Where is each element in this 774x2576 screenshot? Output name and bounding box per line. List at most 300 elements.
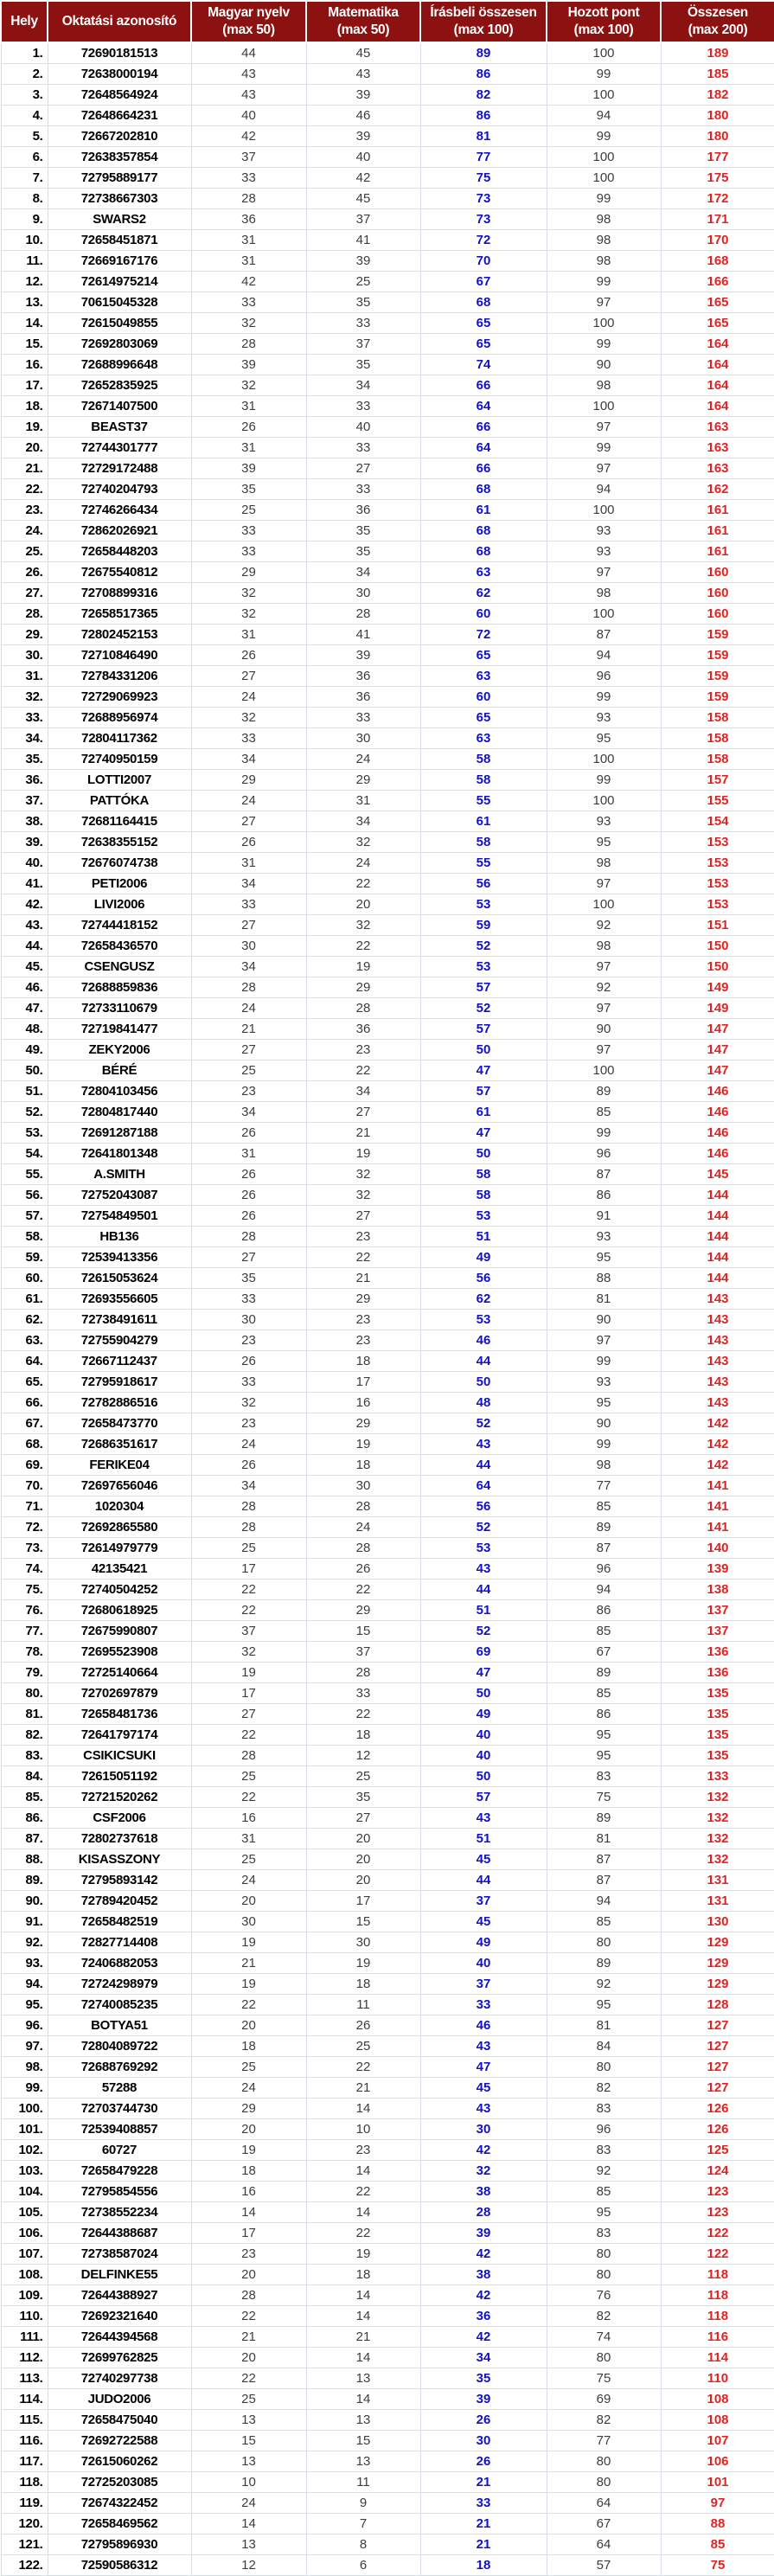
table-row [1, 1433, 774, 1454]
hozott-score-cell: 97 [547, 1330, 661, 1350]
hozott-score-cell: 82 [547, 2409, 661, 2430]
magyar-score-cell: 22 [191, 1994, 306, 2015]
rank-cell: 27. [1, 582, 48, 603]
irasbeli-total-cell: 86 [420, 105, 547, 125]
total-score-cell: 160 [661, 603, 774, 624]
irasbeli-total-cell: 43 [420, 2035, 547, 2056]
irasbeli-total-cell: 53 [420, 1309, 547, 1330]
table-row [1, 1807, 774, 1828]
irasbeli-total-cell: 51 [420, 1828, 547, 1849]
student-id-cell: 72692865580 [48, 1516, 191, 1537]
hozott-score-cell: 80 [547, 2347, 661, 2368]
rank-cell: 24. [1, 520, 48, 541]
total-score-cell: 124 [661, 2160, 774, 2181]
column-subtitle: (max 200) [688, 22, 748, 37]
total-score-cell: 131 [661, 1869, 774, 1890]
student-id-cell: 57288 [48, 2077, 191, 2098]
matek-score-cell: 33 [306, 312, 420, 333]
magyar-score-cell: 31 [191, 250, 306, 271]
magyar-score-cell: 32 [191, 375, 306, 395]
magyar-score-cell: 31 [191, 1828, 306, 1849]
student-id-cell: 72658482519 [48, 1911, 191, 1932]
total-score-cell: 160 [661, 582, 774, 603]
table-row [1, 2513, 774, 2534]
magyar-score-cell: 28 [191, 1226, 306, 1246]
student-id-cell: 72804089722 [48, 2035, 191, 2056]
table-row [1, 2451, 774, 2471]
rank-cell: 61. [1, 1288, 48, 1309]
matek-score-cell: 37 [306, 333, 420, 354]
student-id-cell: 72802737618 [48, 1828, 191, 1849]
rank-cell: 117. [1, 2451, 48, 2471]
matek-score-cell: 19 [306, 1143, 420, 1163]
rank-cell: 94. [1, 1973, 48, 1994]
hozott-score-cell: 93 [547, 1371, 661, 1392]
matek-score-cell: 27 [306, 1807, 420, 1828]
table-row [1, 2534, 774, 2554]
student-id-cell: A.SMITH [48, 1163, 191, 1184]
student-id-cell: 72740204793 [48, 478, 191, 499]
table-row [1, 1018, 774, 1039]
hozott-score-cell: 97 [547, 458, 661, 478]
rank-cell: 40. [1, 852, 48, 873]
hozott-score-cell: 93 [547, 707, 661, 727]
total-score-cell: 163 [661, 458, 774, 478]
rank-cell: 64. [1, 1350, 48, 1371]
irasbeli-total-cell: 64 [420, 395, 547, 416]
student-id-cell: 72721520262 [48, 1786, 191, 1807]
student-id-cell: DELFINKE55 [48, 2264, 191, 2284]
irasbeli-total-cell: 56 [420, 873, 547, 894]
rank-cell: 15. [1, 333, 48, 354]
hozott-score-cell: 99 [547, 769, 661, 790]
table-row [1, 2388, 774, 2409]
rank-cell: 50. [1, 1060, 48, 1080]
hozott-score-cell: 91 [547, 1205, 661, 1226]
table-row [1, 665, 774, 686]
rank-cell: 22. [1, 478, 48, 499]
irasbeli-total-cell: 53 [420, 956, 547, 977]
hozott-score-cell: 87 [547, 1537, 661, 1558]
magyar-score-cell: 25 [191, 499, 306, 520]
matek-score-cell: 40 [306, 146, 420, 167]
matek-score-cell: 28 [306, 1537, 420, 1558]
hozott-score-cell: 75 [547, 1786, 661, 1807]
magyar-score-cell: 13 [191, 2534, 306, 2554]
hozott-score-cell: 88 [547, 1267, 661, 1288]
hozott-score-cell: 97 [547, 561, 661, 582]
rank-cell: 103. [1, 2160, 48, 2181]
student-id-cell: 72674322452 [48, 2492, 191, 2513]
rank-cell: 1. [1, 42, 48, 63]
column-subtitle: (max 50) [336, 22, 390, 37]
irasbeli-total-cell: 45 [420, 1849, 547, 1869]
matek-score-cell: 14 [306, 2098, 420, 2118]
table-row [1, 416, 774, 437]
magyar-score-cell: 25 [191, 2388, 306, 2409]
rank-cell: 90. [1, 1890, 48, 1911]
hozott-score-cell: 100 [547, 312, 661, 333]
student-id-cell: 72740297738 [48, 2368, 191, 2388]
matek-score-cell: 14 [306, 2201, 420, 2222]
irasbeli-total-cell: 64 [420, 1475, 547, 1496]
total-score-cell: 189 [661, 42, 774, 63]
hozott-score-cell: 99 [547, 188, 661, 208]
matek-score-cell: 22 [306, 1246, 420, 1267]
total-score-cell: 129 [661, 1932, 774, 1952]
rank-cell: 110. [1, 2305, 48, 2326]
magyar-score-cell: 28 [191, 333, 306, 354]
irasbeli-total-cell: 45 [420, 2077, 547, 2098]
total-score-cell: 118 [661, 2284, 774, 2305]
matek-score-cell: 35 [306, 292, 420, 312]
student-id-cell: 72658481736 [48, 1703, 191, 1724]
total-score-cell: 133 [661, 1765, 774, 1786]
magyar-score-cell: 18 [191, 2035, 306, 2056]
matek-score-cell: 28 [306, 1496, 420, 1516]
table-row [1, 2409, 774, 2430]
matek-score-cell: 27 [306, 1101, 420, 1122]
irasbeli-total-cell: 43 [420, 2098, 547, 2118]
total-score-cell: 116 [661, 2326, 774, 2347]
matek-score-cell: 25 [306, 2035, 420, 2056]
table-row [1, 582, 774, 603]
hozott-score-cell: 57 [547, 2554, 661, 2575]
student-id-cell: LOTTI2007 [48, 769, 191, 790]
irasbeli-total-cell: 60 [420, 686, 547, 707]
total-score-cell: 107 [661, 2430, 774, 2451]
irasbeli-total-cell: 56 [420, 1267, 547, 1288]
total-score-cell: 180 [661, 125, 774, 146]
rank-cell: 81. [1, 1703, 48, 1724]
table-row [1, 1371, 774, 1392]
irasbeli-total-cell: 40 [420, 1745, 547, 1765]
student-id-cell: LIVI2006 [48, 894, 191, 914]
magyar-score-cell: 33 [191, 520, 306, 541]
rank-cell: 14. [1, 312, 48, 333]
irasbeli-total-cell: 57 [420, 1018, 547, 1039]
table-row [1, 1246, 774, 1267]
total-score-cell: 159 [661, 665, 774, 686]
matek-score-cell: 14 [306, 2388, 420, 2409]
rank-cell: 93. [1, 1952, 48, 1973]
matek-score-cell: 23 [306, 1309, 420, 1330]
matek-score-cell: 25 [306, 1765, 420, 1786]
student-id-cell: 72688859836 [48, 977, 191, 997]
matek-score-cell: 45 [306, 42, 420, 63]
magyar-score-cell: 33 [191, 541, 306, 561]
matek-score-cell: 33 [306, 395, 420, 416]
matek-score-cell: 32 [306, 831, 420, 852]
hozott-score-cell: 89 [547, 1952, 661, 1973]
irasbeli-total-cell: 65 [420, 333, 547, 354]
matek-score-cell: 27 [306, 458, 420, 478]
table-row [1, 2118, 774, 2139]
table-row [1, 686, 774, 707]
hozott-score-cell: 80 [547, 2451, 661, 2471]
magyar-score-cell: 24 [191, 2492, 306, 2513]
total-score-cell: 144 [661, 1246, 774, 1267]
total-score-cell: 108 [661, 2409, 774, 2430]
matek-score-cell: 23 [306, 1226, 420, 1246]
matek-score-cell: 33 [306, 1682, 420, 1703]
matek-score-cell: 15 [306, 2430, 420, 2451]
total-score-cell: 143 [661, 1350, 774, 1371]
total-score-cell: 127 [661, 2056, 774, 2077]
irasbeli-total-cell: 52 [420, 1413, 547, 1433]
rank-cell: 114. [1, 2388, 48, 2409]
matek-score-cell: 22 [306, 873, 420, 894]
table-row [1, 1122, 774, 1143]
magyar-score-cell: 26 [191, 1205, 306, 1226]
matek-score-cell: 12 [306, 1745, 420, 1765]
hozott-score-cell: 99 [547, 1433, 661, 1454]
total-score-cell: 144 [661, 1205, 774, 1226]
hozott-score-cell: 99 [547, 1122, 661, 1143]
irasbeli-total-cell: 73 [420, 208, 547, 229]
rank-cell: 113. [1, 2368, 48, 2388]
student-id-cell: 72804117362 [48, 727, 191, 748]
hozott-score-cell: 93 [547, 811, 661, 831]
rank-cell: 46. [1, 977, 48, 997]
table-row [1, 644, 774, 665]
student-id-cell: 70615045328 [48, 292, 191, 312]
matek-score-cell: 40 [306, 416, 420, 437]
matek-score-cell: 6 [306, 2554, 420, 2575]
magyar-score-cell: 19 [191, 1662, 306, 1682]
rank-cell: 26. [1, 561, 48, 582]
total-score-cell: 153 [661, 873, 774, 894]
hozott-score-cell: 69 [547, 2388, 661, 2409]
rank-cell: 89. [1, 1869, 48, 1890]
magyar-score-cell: 16 [191, 1807, 306, 1828]
matek-score-cell: 23 [306, 2139, 420, 2160]
irasbeli-total-cell: 47 [420, 1122, 547, 1143]
total-score-cell: 150 [661, 956, 774, 977]
magyar-score-cell: 32 [191, 312, 306, 333]
total-score-cell: 142 [661, 1433, 774, 1454]
hozott-score-cell: 97 [547, 873, 661, 894]
hozott-score-cell: 81 [547, 1828, 661, 1849]
table-row [1, 1599, 774, 1620]
student-id-cell: 72733110679 [48, 997, 191, 1018]
hozott-score-cell: 96 [547, 1143, 661, 1163]
table-row [1, 354, 774, 375]
magyar-score-cell: 33 [191, 1288, 306, 1309]
matek-score-cell: 32 [306, 1163, 420, 1184]
student-id-cell: 72681164415 [48, 811, 191, 831]
student-id-cell: 72614975214 [48, 271, 191, 292]
irasbeli-total-cell: 21 [420, 2471, 547, 2492]
magyar-score-cell: 20 [191, 2118, 306, 2139]
magyar-score-cell: 24 [191, 686, 306, 707]
student-id-cell: 72648664231 [48, 105, 191, 125]
hozott-score-cell: 93 [547, 520, 661, 541]
irasbeli-total-cell: 64 [420, 437, 547, 458]
irasbeli-total-cell: 51 [420, 1226, 547, 1246]
table-row [1, 1890, 774, 1911]
column-title: Hely [10, 14, 38, 29]
student-id-cell: SWARS2 [48, 208, 191, 229]
irasbeli-total-cell: 68 [420, 292, 547, 312]
magyar-score-cell: 30 [191, 1309, 306, 1330]
rank-cell: 9. [1, 208, 48, 229]
table-row [1, 831, 774, 852]
student-id-cell: KISASSZONY [48, 1849, 191, 1869]
rank-cell: 49. [1, 1039, 48, 1060]
irasbeli-total-cell: 57 [420, 1080, 547, 1101]
rank-cell: 29. [1, 624, 48, 644]
irasbeli-total-cell: 52 [420, 1620, 547, 1641]
student-id-cell: 72638355152 [48, 831, 191, 852]
student-id-cell: CSENGUSZ [48, 956, 191, 977]
total-score-cell: 127 [661, 2077, 774, 2098]
rank-cell: 45. [1, 956, 48, 977]
irasbeli-total-cell: 36 [420, 2305, 547, 2326]
magyar-score-cell: 28 [191, 2284, 306, 2305]
total-score-cell: 118 [661, 2264, 774, 2284]
rank-cell: 13. [1, 292, 48, 312]
total-score-cell: 132 [661, 1849, 774, 1869]
irasbeli-total-cell: 58 [420, 748, 547, 769]
rank-cell: 82. [1, 1724, 48, 1745]
magyar-score-cell: 17 [191, 1558, 306, 1579]
total-score-cell: 122 [661, 2243, 774, 2264]
total-score-cell: 75 [661, 2554, 774, 2575]
hozott-score-cell: 85 [547, 1101, 661, 1122]
hozott-score-cell: 95 [547, 1246, 661, 1267]
irasbeli-total-cell: 63 [420, 727, 547, 748]
rank-cell: 66. [1, 1392, 48, 1413]
student-id-cell: PETI2006 [48, 873, 191, 894]
student-id-cell: 72644388927 [48, 2284, 191, 2305]
hozott-score-cell: 89 [547, 1516, 661, 1537]
irasbeli-total-cell: 33 [420, 2492, 547, 2513]
student-id-cell: 72804817440 [48, 1101, 191, 1122]
rank-cell: 73. [1, 1537, 48, 1558]
student-id-cell: 72638357854 [48, 146, 191, 167]
rank-cell: 69. [1, 1454, 48, 1475]
total-score-cell: 166 [661, 271, 774, 292]
table-row [1, 292, 774, 312]
hozott-score-cell: 99 [547, 686, 661, 707]
matek-score-cell: 22 [306, 2222, 420, 2243]
irasbeli-total-cell: 49 [420, 1246, 547, 1267]
matek-score-cell: 20 [306, 1869, 420, 1890]
hozott-score-cell: 95 [547, 1745, 661, 1765]
total-score-cell: 123 [661, 2201, 774, 2222]
hozott-score-cell: 95 [547, 727, 661, 748]
matek-score-cell: 22 [306, 2056, 420, 2077]
rank-cell: 58. [1, 1226, 48, 1246]
magyar-score-cell: 42 [191, 271, 306, 292]
matek-score-cell: 11 [306, 2471, 420, 2492]
irasbeli-total-cell: 50 [420, 1682, 547, 1703]
matek-score-cell: 20 [306, 1849, 420, 1869]
table-row [1, 1932, 774, 1952]
student-id-cell: 72703744730 [48, 2098, 191, 2118]
column-title: Összesen [688, 5, 748, 20]
matek-score-cell: 14 [306, 2305, 420, 2326]
table-row [1, 1226, 774, 1246]
total-score-cell: 143 [661, 1288, 774, 1309]
hozott-score-cell: 92 [547, 1973, 661, 1994]
matek-score-cell: 18 [306, 1973, 420, 1994]
rank-cell: 70. [1, 1475, 48, 1496]
student-id-cell: ZEKY2006 [48, 1039, 191, 1060]
hozott-score-cell: 94 [547, 1579, 661, 1599]
total-score-cell: 118 [661, 2305, 774, 2326]
hozott-score-cell: 97 [547, 292, 661, 312]
irasbeli-total-cell: 62 [420, 1288, 547, 1309]
hozott-score-cell: 95 [547, 1724, 661, 1745]
matek-score-cell: 28 [306, 1662, 420, 1682]
magyar-score-cell: 33 [191, 894, 306, 914]
total-score-cell: 128 [661, 1994, 774, 2015]
student-id-cell: 72729172488 [48, 458, 191, 478]
irasbeli-total-cell: 42 [420, 2243, 547, 2264]
rank-cell: 104. [1, 2181, 48, 2201]
student-id-cell: 72693556605 [48, 1288, 191, 1309]
hozott-score-cell: 83 [547, 2222, 661, 2243]
total-score-cell: 129 [661, 1952, 774, 1973]
hozott-score-cell: 85 [547, 1620, 661, 1641]
table-row [1, 2264, 774, 2284]
rank-cell: 109. [1, 2284, 48, 2305]
rank-cell: 77. [1, 1620, 48, 1641]
table-row [1, 956, 774, 977]
table-row [1, 977, 774, 997]
matek-score-cell: 41 [306, 229, 420, 250]
hozott-score-cell: 84 [547, 2035, 661, 2056]
irasbeli-total-cell: 30 [420, 2430, 547, 2451]
irasbeli-total-cell: 70 [420, 250, 547, 271]
student-id-cell: 72615053624 [48, 1267, 191, 1288]
hozott-score-cell: 80 [547, 2471, 661, 2492]
magyar-score-cell: 30 [191, 1911, 306, 1932]
magyar-score-cell: 17 [191, 1682, 306, 1703]
matek-score-cell: 45 [306, 188, 420, 208]
hozott-score-cell: 93 [547, 1226, 661, 1246]
magyar-score-cell: 31 [191, 624, 306, 644]
hozott-score-cell: 100 [547, 42, 661, 63]
rank-cell: 92. [1, 1932, 48, 1952]
irasbeli-total-cell: 50 [420, 1765, 547, 1786]
total-score-cell: 129 [661, 1973, 774, 1994]
magyar-score-cell: 32 [191, 582, 306, 603]
total-score-cell: 158 [661, 727, 774, 748]
matek-score-cell: 36 [306, 499, 420, 520]
magyar-score-cell: 44 [191, 42, 306, 63]
magyar-score-cell: 26 [191, 1350, 306, 1371]
irasbeli-total-cell: 68 [420, 478, 547, 499]
table-row [1, 333, 774, 354]
table-row [1, 146, 774, 167]
rank-cell: 38. [1, 811, 48, 831]
hozott-score-cell: 99 [547, 1350, 661, 1371]
matek-score-cell: 23 [306, 1330, 420, 1350]
rank-cell: 35. [1, 748, 48, 769]
rank-cell: 96. [1, 2015, 48, 2035]
irasbeli-total-cell: 46 [420, 2015, 547, 2035]
matek-score-cell: 17 [306, 1371, 420, 1392]
hozott-score-cell: 100 [547, 395, 661, 416]
hozott-score-cell: 80 [547, 2243, 661, 2264]
total-score-cell: 135 [661, 1703, 774, 1724]
irasbeli-total-cell: 69 [420, 1641, 547, 1662]
irasbeli-total-cell: 39 [420, 2222, 547, 2243]
hozott-score-cell: 75 [547, 2368, 661, 2388]
